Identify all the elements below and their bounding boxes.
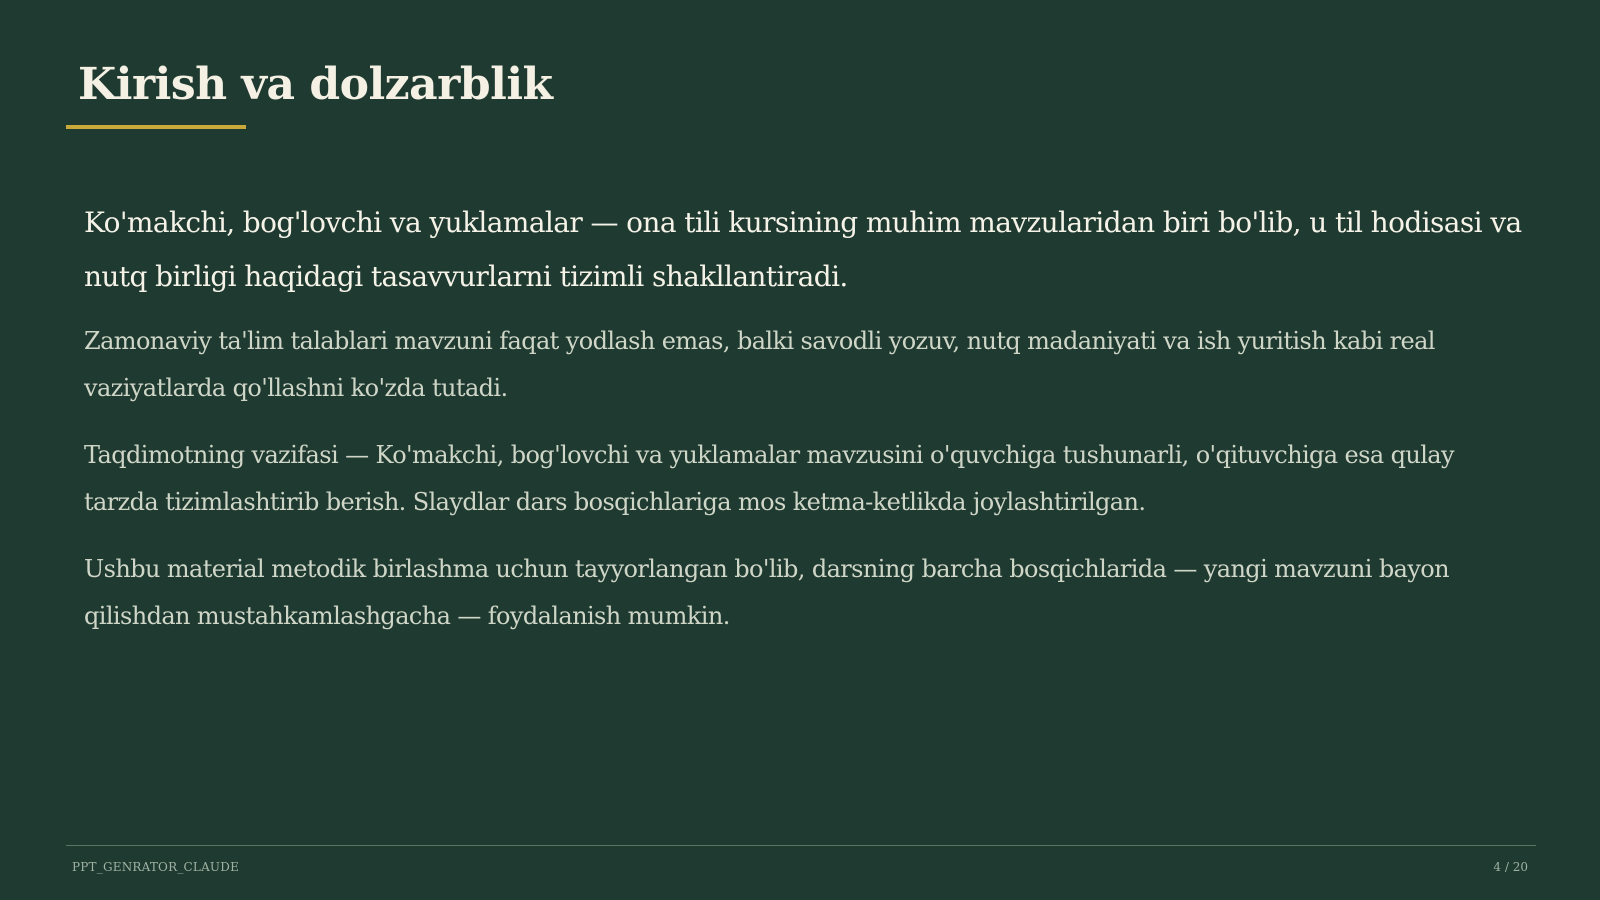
lead-paragraph: Ko'makchi, bog'lovchi va yuklamalar — ona tili kursining muhim mavzularidan biri bo'lib, u til hodisasi va nutq birligi haqidagi tasavvurlarni tizimli shakllantiradi. bbox=[84, 206, 1522, 293]
slide-content bbox=[84, 196, 1524, 660]
footer-brand: PPT_GENRATOR_CLAUDE bbox=[72, 860, 240, 874]
footer-divider bbox=[66, 845, 1536, 846]
page-number: 4 / 20 bbox=[1493, 860, 1528, 874]
body-paragraph: Taqdimotning vazifasi — Ko'makchi, bog'lovchi va yuklamalar mavzusini o'quvchiga tushunarli, o'qituvchiga esa qulay tarzda tizimlashtirib berish. Slaydlar dars bosqichlariga mos ketma-ketlikda joylashtirilgan. bbox=[84, 441, 1454, 516]
slide-title: Kirish va dolzarblik bbox=[78, 59, 553, 110]
body-paragraph: Ushbu material metodik birlashma uchun tayyorlangan bo'lib, darsning barcha bosqichlarida — yangi mavzuni bayon qilishdan mustahkamlashgacha — foydalanish mumkin. bbox=[84, 555, 1449, 630]
title-underline bbox=[66, 125, 246, 129]
body-paragraph: Zamonaviy ta'lim talablari mavzuni faqat yodlash emas, balki savodli yozuv, nutq madaniyati va ish yuritish kabi real vaziyatlarda qo'llashni ko'zda tutadi. bbox=[84, 327, 1435, 402]
